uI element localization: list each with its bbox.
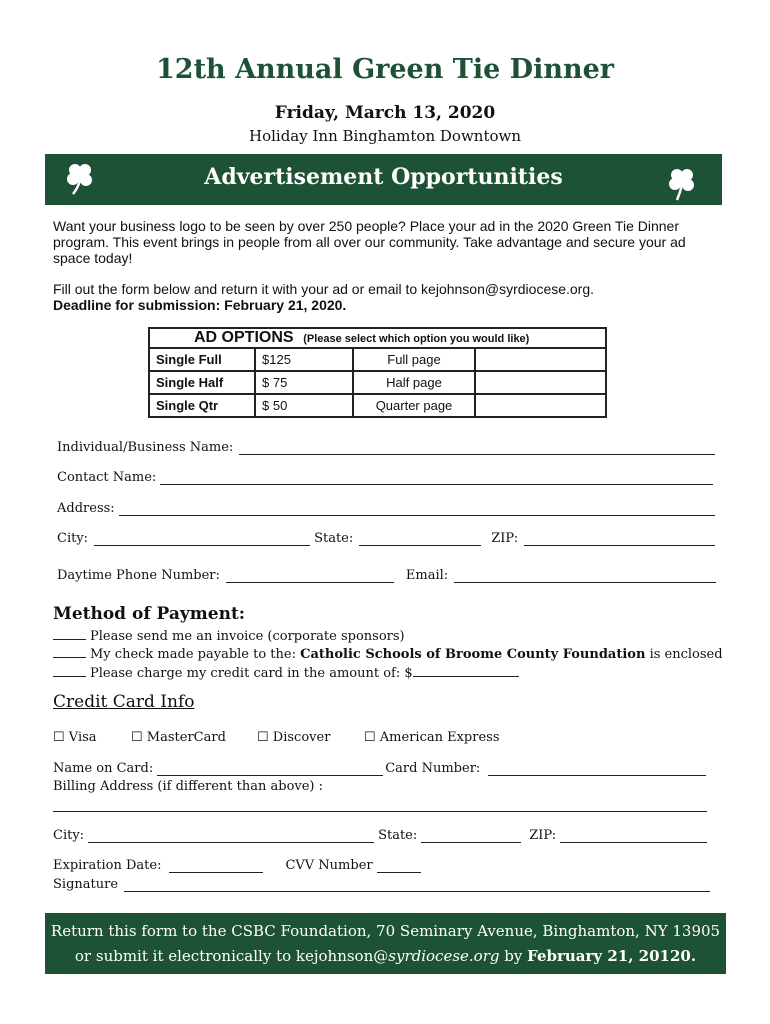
ad-options-heading: AD OPTIONS [194,329,294,346]
business-name-input[interactable] [239,440,715,455]
card-option-visa[interactable]: ☐ Visa [53,730,97,745]
check-prefix: My check made payable to the: [90,647,296,662]
card-option-label: MasterCard [146,730,226,745]
ad-option-select-cell[interactable] [475,394,606,417]
contact-name-input[interactable] [160,470,713,485]
city-input[interactable] [94,531,310,546]
cc-city-state-zip-row [53,828,707,843]
phone-input[interactable] [226,568,394,583]
cc-zip-label: ZIP: [529,828,557,843]
table-row [149,348,606,371]
advertisement-banner [45,154,722,205]
intro-paragraph: Want your business logo to be seen by over 250 people? Place your ad in the 2020 Green Tie Dinner program. This event brings in people from all over our community. Take advantage and secure your ad space today! [53,218,686,266]
expiration-input[interactable] [169,858,263,873]
event-venue: Holiday Inn Binghamton Downtown [248,127,522,145]
email-input[interactable] [454,568,716,583]
address-label: Address: [57,501,115,516]
shamrock-icon [667,165,697,203]
payment-invoice-option [53,627,405,644]
cc-city-input[interactable] [88,828,374,843]
city-state-zip-row [57,531,715,546]
instructions-text: Fill out the form below and return it with your ad or email to kejohnson@syrdiocese.org. [53,281,595,297]
deadline-text: Deadline for submission: February 21, 2020. [53,297,347,313]
ad-option-price: $ 50 [255,394,353,417]
signature-input[interactable] [124,877,710,892]
footer-by: by [504,947,523,965]
ad-option-select-cell[interactable] [475,348,606,371]
card-option-mastercard[interactable]: ☐ MasterCard [131,730,226,745]
state-input[interactable] [359,531,481,546]
cc-zip-input[interactable] [560,828,707,843]
ad-options-header [149,328,606,348]
address-field [57,501,715,516]
phone-email-row [57,568,716,583]
state-label: State: [314,531,354,546]
cc-city-label: City: [53,828,85,843]
ad-option-price: $125 [255,348,353,371]
card-option-label: Visa [68,730,97,745]
credit-amount-input[interactable] [413,664,519,677]
invoice-checkbox[interactable] [53,627,86,640]
ad-option-name: Single Full [149,348,255,371]
card-number-label: Card Number: [385,761,481,776]
credit-label: Please charge my credit card in the amount of: $ [90,666,413,681]
ad-option-size: Full page [353,348,475,371]
address-input[interactable] [119,501,715,516]
business-name-label: Individual/Business Name: [57,440,234,455]
ad-option-name: Single Qtr [149,394,255,417]
table-row [149,371,606,394]
credit-card-heading: Credit Card Info [53,692,195,712]
contact-name-field [57,470,713,485]
banner-title: Advertisement Opportunities [204,164,563,190]
check-payee: Catholic Schools of Broome County Foundation [300,647,646,662]
name-on-card-label: Name on Card: [53,761,154,776]
invoice-label: Please send me an invoice (corporate sponsors) [90,629,405,644]
ad-options-table [148,327,607,418]
ad-option-price: $ 75 [255,371,353,394]
business-name-field [57,440,715,455]
page-title: 12th Annual Green Tie Dinner [156,54,614,85]
ad-options-note: (Please select which option you would like) [303,333,530,345]
zip-label: ZIP: [491,531,519,546]
city-label: City: [57,531,89,546]
cc-state-input[interactable] [421,828,521,843]
footer-deadline: February 21, 20120. [527,947,697,965]
signature-label: Signature [53,877,119,892]
name-card-row [53,761,706,776]
ad-option-name: Single Half [149,371,255,394]
check-suffix: is enclosed [649,647,723,662]
email-label: Email: [405,568,449,583]
table-row [149,394,606,417]
card-option-discover[interactable]: ☐ Discover [257,730,331,745]
signature-row [53,877,710,892]
card-option-label: American Express [379,730,500,745]
card-number-input[interactable] [488,761,706,776]
contact-name-label: Contact Name: [57,470,157,485]
payment-heading: Method of Payment: [53,604,246,624]
event-date: Friday, March 13, 2020 [274,103,496,123]
credit-checkbox[interactable] [53,664,86,677]
footer-line-1: Return this form to the CSBC Foundation, 70 Seminary Avenue, Binghamton, NY 13905 [50,922,721,940]
footer-email-domain[interactable]: syrdiocese.org [388,947,500,965]
expiration-label: Expiration Date: [53,858,162,873]
footer-line-2 [45,944,726,969]
card-option-label: Discover [272,730,331,745]
payment-check-option [53,645,723,662]
card-option-amex[interactable]: ☐ American Express [364,730,500,745]
payment-credit-option [53,664,519,681]
billing-address-input[interactable] [53,797,707,812]
zip-input[interactable] [524,531,715,546]
return-instructions-footer [45,913,726,974]
cvv-label: CVV Number [285,858,373,873]
name-on-card-input[interactable] [157,761,383,776]
cc-state-label: State: [378,828,418,843]
cvv-input[interactable] [377,858,421,873]
ad-option-size: Half page [353,371,475,394]
expiration-cvv-row [53,858,421,873]
check-checkbox[interactable] [53,645,86,658]
footer-email-prefix: or submit it electronically to kejohnson@ [74,947,389,965]
billing-address-label: Billing Address (if different than above) : [53,779,324,794]
ad-option-size: Quarter page [353,394,475,417]
instructions-paragraph [53,281,703,313]
phone-label: Daytime Phone Number: [57,568,220,583]
ad-option-select-cell[interactable] [475,371,606,394]
